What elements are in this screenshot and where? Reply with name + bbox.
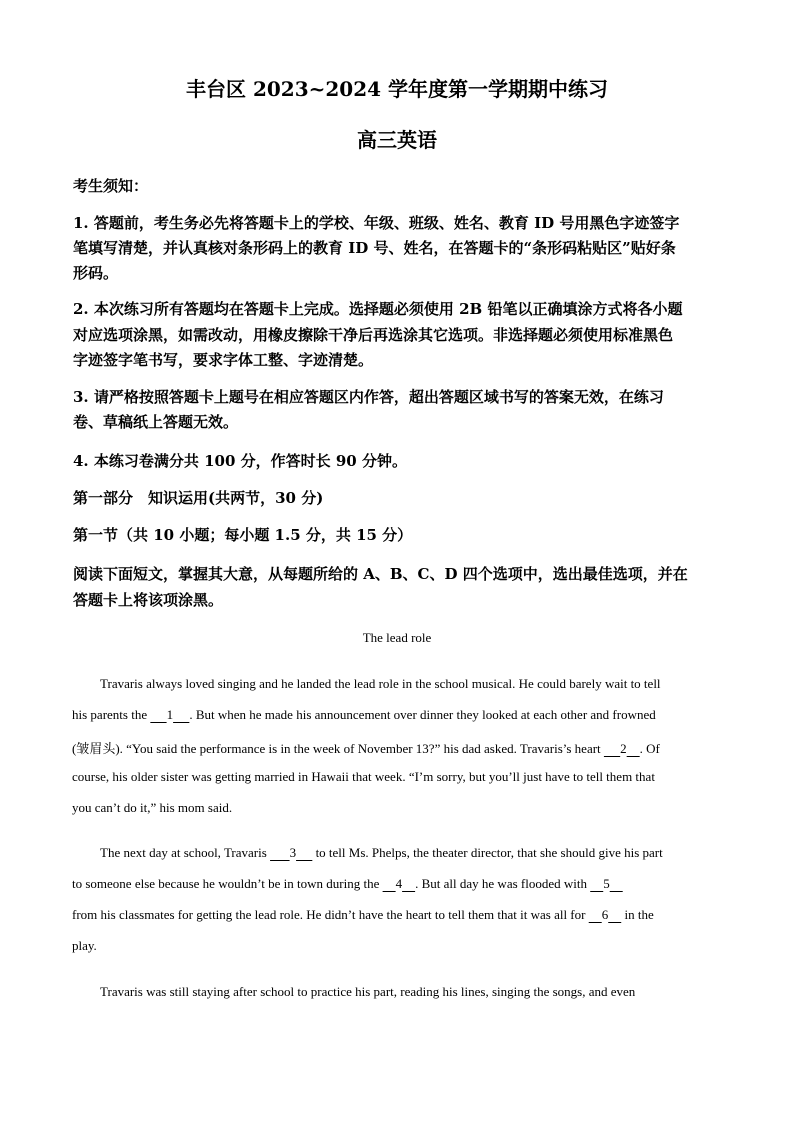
document-subtitle: 高三英语 (357, 128, 437, 152)
blank-3: 3 (289, 845, 297, 860)
notice-heading: 考生须知： (73, 177, 149, 195)
passage-text: his parents the (72, 707, 151, 722)
passage-text: . But when he made his announcement over dinner they looked at each other and frowned (189, 707, 656, 722)
passage-text: in the (621, 907, 654, 922)
passage-line: play. (72, 938, 97, 953)
passage-line (100, 845, 750, 861)
passage-line (72, 738, 722, 757)
passage-text: (皱眉头). “You said the performance is in the week of November 13?” his dad asked. Travaris’s heart (72, 741, 604, 756)
document-title: 丰台区 2023~2024 学年度第一学期期中练习 (185, 77, 608, 101)
passage-line (72, 876, 722, 892)
notice-item-2-line-2: 对应选项涂黑，如需改动，用橡皮擦除干净后再选涂其它选项。非选择题必须使用标准黑色 (73, 326, 674, 344)
blank-4: 4 (395, 876, 403, 891)
notice-item-4: 4. 本练习卷满分共 100 分，作答时长 90 分钟。 (73, 452, 407, 470)
instruction-line-2: 答题卡上将该项涂黑。 (73, 591, 224, 609)
passage-text: . But all day he was flooded with (415, 876, 591, 891)
passage-line: Travaris was still staying after school to practice his part, reading his lines, singing the songs, and even (100, 984, 636, 999)
notice-item-1-line-1: 1. 答题前，考生务必先将答题卡上的学校、年级、班级、姓名、教育 ID 号用黑色字迹签字 (73, 214, 680, 232)
blank-2: 2 (620, 741, 627, 756)
notice-item-1-line-3: 形码。 (73, 264, 119, 282)
blank-1: 1 (166, 707, 174, 722)
passage-text: to someone else because he wouldn’t be in town during the (72, 876, 383, 891)
notice-item-3-line-2: 卷、草稿纸上答题无效。 (73, 413, 239, 431)
notice-item-3-line-1: 3. 请严格按照答题卡上题号在相应答题区内作答，超出答题区域书写的答案无效，在练习 (73, 388, 664, 406)
part1-heading: 第一部分 知识运用(共两节，30 分) (73, 489, 324, 507)
passage-line (72, 907, 722, 923)
passage-line: you can’t do it,” his mom said. (72, 800, 233, 815)
instruction-line-1: 阅读下面短文，掌握其大意，从每题所给的 A、B、C、D 四个选项中，选出最佳选项，并在 (73, 565, 688, 583)
passage-text: The next day at school, Travaris (100, 845, 271, 860)
passage-text: . Of (639, 741, 660, 756)
blank-5: 5 (603, 876, 610, 891)
passage-line: course, his older sister was getting married in Hawaii that week. “I’m sorry, but you’ll just have to tell them that (72, 769, 655, 784)
passage-line (72, 707, 722, 723)
section1-heading: 第一节（共 10 小题；每小题 1.5 分，共 15 分） (73, 526, 413, 544)
passage-text: from his classmates for getting the lead role. He didn’t have the heart to tell them that it was all for (72, 907, 589, 922)
passage-text: to tell Ms. Phelps, the theater director, that she should give his part (312, 845, 663, 860)
notice-item-2-line-1: 2. 本次练习所有答题均在答题卡上完成。选择题必须使用 2B 铅笔以正确填涂方式将各小题 (73, 300, 683, 318)
notice-item-2-line-3: 字迹签字笔书写，要求字体工整、字迹清楚。 (73, 351, 374, 369)
blank-6: 6 (601, 907, 609, 922)
notice-item-1-line-2: 笔填写清楚，并认真核对条形码上的教育 ID 号、姓名，在答题卡的“条形码粘贴区”贴好条 (73, 239, 676, 257)
passage-line: Travaris always loved singing and he landed the lead role in the school musical. He could barely wait to tell (100, 676, 661, 691)
passage-title: The lead role (362, 630, 432, 645)
